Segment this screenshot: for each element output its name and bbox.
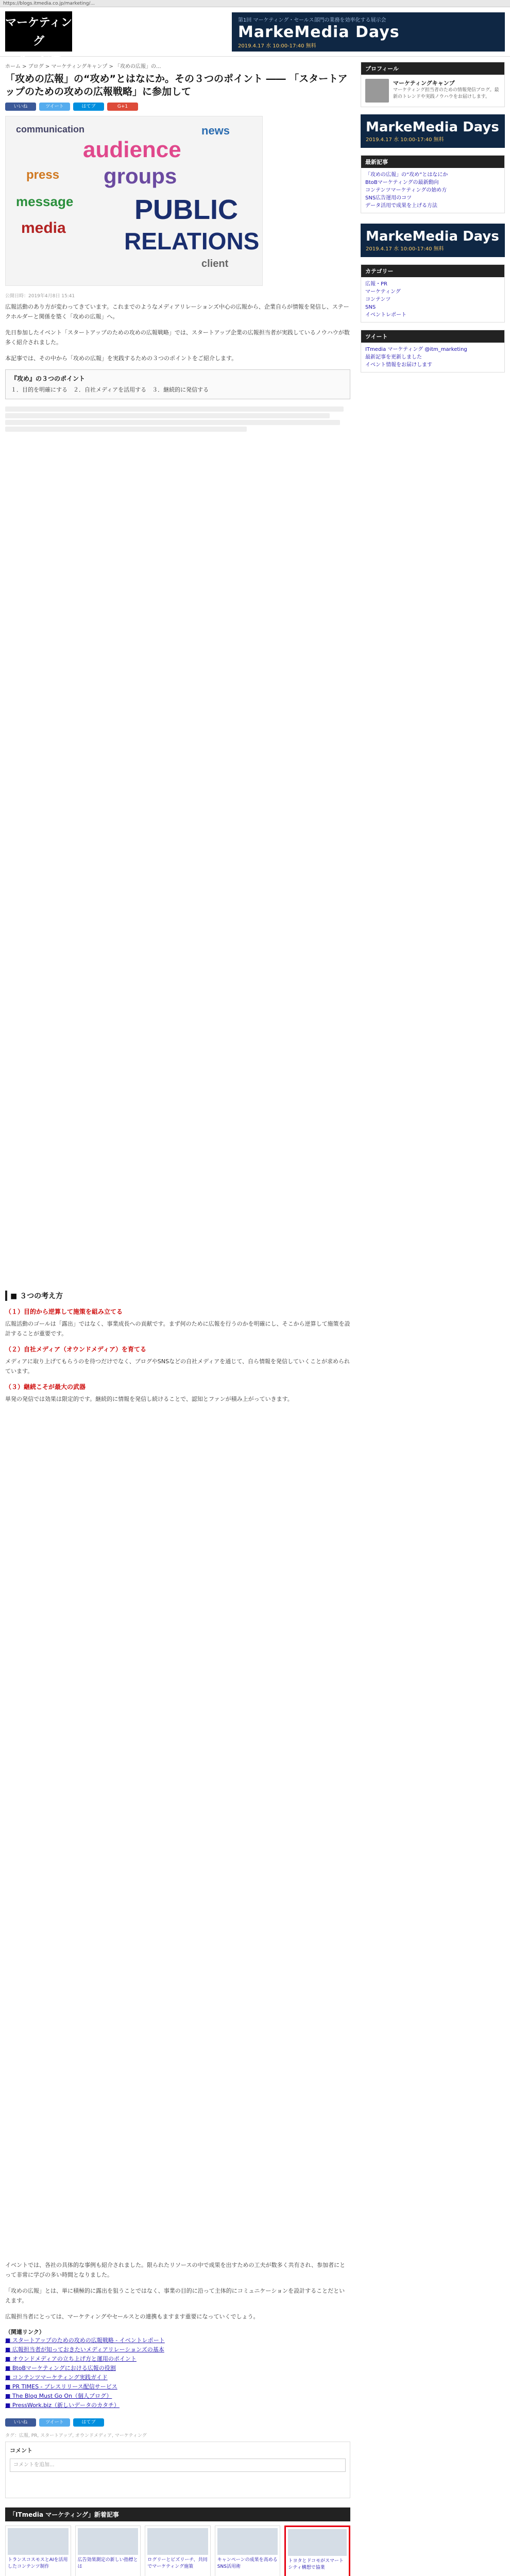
- reference-link[interactable]: ■ コンテンツマーケティング実践ガイド: [5, 2374, 108, 2381]
- side-banner-date: 2019.4.17 水 10:00-17:40 無料: [366, 137, 444, 143]
- social-buttons-bottom: [5, 2418, 350, 2427]
- side-banner-date: 2019.4.17 水 10:00-17:40 無料: [366, 246, 444, 252]
- intro-paragraph: 広報活動のあり方が変わってきています。これまでのようなメディアリレーションズ中心の広報から、企業自らが情報を発信し、ステークホルダーと関係を築く「攻めの広報」へ。: [5, 303, 349, 320]
- author-name[interactable]: マーケティングキャンプ: [393, 80, 455, 87]
- related-articles: [5, 2526, 350, 2576]
- comment-input[interactable]: コメントを追加...: [10, 2459, 346, 2472]
- point-title: （１）目的から逆算して施策を組み立てる: [5, 1308, 123, 1315]
- sidebar-link[interactable]: マーケティング: [365, 289, 401, 295]
- related-card[interactable]: キャンペーンの成果を高めるSNS活用術: [215, 2526, 281, 2576]
- hero-word: groups: [104, 164, 177, 188]
- google-plus-button[interactable]: G+1: [107, 103, 138, 111]
- social-buttons: [5, 103, 350, 111]
- hero-word: press: [26, 168, 60, 182]
- site-logo[interactable]: マーケティング キャンプ: [5, 11, 72, 52]
- sidebar-link[interactable]: データ活用で成果を上げる方法: [365, 203, 437, 209]
- site-header: [0, 7, 510, 66]
- hero-word: RELATIONS: [124, 228, 260, 255]
- body-text-block: [5, 406, 350, 1282]
- author-box: [361, 62, 505, 107]
- twitter-title: ツイート: [361, 330, 504, 343]
- related-card[interactable]: トランスコスモスとAIを活用したコンテンツ制作: [5, 2526, 71, 2576]
- hero-word: news: [201, 124, 230, 137]
- related-title: 「ITmedia マーケティング」新着記事: [5, 2507, 350, 2521]
- author-description: マーケティング担当者のための情報発信ブログ。最新のトレンドや実践ノウハウをお届けします。: [393, 88, 499, 99]
- section-heading: ■ ３つの考え方: [5, 1291, 350, 1301]
- avatar: [365, 79, 389, 103]
- banner-title: MarkeMedia Days: [238, 23, 400, 41]
- breadcrumb[interactable]: ホーム > ブログ > マーケティングキャンプ > 「攻めの広報」の...: [5, 64, 161, 70]
- sidebar-link[interactable]: BtoBマーケティングの最新動向: [365, 180, 439, 185]
- hero-word: audience: [83, 137, 181, 162]
- reference-link[interactable]: ■ The Blog Must Go On（個人ブログ）: [5, 2393, 112, 2399]
- sidebar: [361, 62, 505, 380]
- point-title: （３）継続こそが最大の武器: [5, 1383, 86, 1391]
- facebook-like-button[interactable]: いいね: [5, 103, 36, 111]
- twitter-box: [361, 330, 505, 372]
- latest-posts-title: 最新記事: [361, 156, 504, 168]
- related-card[interactable]: 広告効果測定の新しい指標とは: [75, 2526, 141, 2576]
- body-paragraph: イベントでは、各社の具体的な事例も紹介されました。限られたリソースの中で成果を出すための工夫が数多く共有され、参加者にとって非常に学びの多い時間となりました。: [5, 2262, 346, 2278]
- reference-link[interactable]: ■ オウンドメディアの立ち上げ方と運用のポイント: [5, 2355, 137, 2362]
- sidebar-link[interactable]: コンテンツマーケティングの始め方: [365, 188, 447, 193]
- page-title: 「攻めの広報」の“攻め”とはなにか。その３つのポイント ―― 「スタートアップのための攻めの広報戦略」に参加して: [5, 73, 348, 97]
- sidebar-link[interactable]: 「攻めの広報」の“攻め”とはなにか: [365, 172, 448, 178]
- hero-word: message: [16, 194, 74, 209]
- side-banner[interactable]: [361, 114, 505, 148]
- hatena-bookmark-button[interactable]: はてブ: [73, 103, 104, 111]
- point-text: 単発の発信では効果は限定的です。継続的に情報を発信し続けることで、認知とファンが積み上がっていきます。: [5, 1396, 293, 1402]
- point-text: 広報活動のゴールは「露出」ではなく、事業成長への貢献です。まず何のために広報を行うのかを明確にし、そこから逆算して施策を設計することが重要です。: [5, 1320, 350, 1337]
- category-box: [361, 264, 505, 323]
- related-card-highlighted[interactable]: トヨタとドコモがスマートシティ構想で協業: [284, 2526, 350, 2576]
- tweet-item[interactable]: イベント情報をお届けします: [365, 362, 432, 368]
- refs-title: （関連リンク）: [5, 2329, 45, 2335]
- summary-text: １．目的を明確にする ２．自社メディアを活用する ３．継続的に発信する: [11, 386, 209, 393]
- top-banner[interactable]: [232, 12, 505, 52]
- side-banner-title: MarkeMedia Days: [366, 120, 499, 135]
- article-tags: タグ：広報, PR, スタートアップ, オウンドメディア, マーケティング: [5, 2433, 147, 2438]
- sidebar-link[interactable]: 広報・PR: [365, 281, 387, 287]
- reference-links: [5, 2328, 350, 2410]
- category-title: カテゴリー: [361, 265, 504, 277]
- hero-word: client: [201, 258, 229, 269]
- latest-posts-box: [361, 155, 505, 213]
- sidebar-link[interactable]: イベントレポート: [365, 312, 406, 318]
- intro-paragraph: 先日参加したイベント「スタートアップのための攻めの広報戦略」では、スタートアップ企業の広報担当者が実践しているノウハウが数多く紹介されました。: [5, 329, 350, 346]
- hero-word: media: [21, 219, 66, 236]
- related-card[interactable]: ログリーとビズリーチ、共同でマーケティング施策: [145, 2526, 211, 2576]
- sidebar-link[interactable]: コンテンツ: [365, 297, 391, 302]
- reference-link[interactable]: ■ PR TIMES - プレスリリース配信サービス: [5, 2383, 117, 2390]
- comment-title: コメント: [10, 2447, 32, 2454]
- side-banner-title: MarkeMedia Days: [366, 229, 499, 244]
- reference-link[interactable]: ■ 広報担当者が知っておきたいメディアリレーションズの基本: [5, 2346, 164, 2353]
- hero-word: communication: [16, 124, 85, 134]
- hero-image: [5, 116, 263, 286]
- summary-box: [5, 369, 350, 399]
- banner-date: 2019.4.17 水 10:00-17:40 無料: [238, 43, 316, 49]
- tweet-item[interactable]: ITmedia マーケティング @itm_marketing: [365, 347, 467, 352]
- sidebar-link[interactable]: SNS: [365, 304, 376, 310]
- hero-word: PUBLIC: [134, 194, 238, 225]
- tweet-item[interactable]: 最新記事を更新しました: [365, 354, 422, 360]
- main-content: [5, 62, 350, 2576]
- body-paragraph: 「攻めの広報」とは、単に積極的に露出を狙うことではなく、事業の目的に沿って主体的にコミュニケーションを設計することだといえます。: [5, 2287, 345, 2304]
- intro-paragraph: 本記事では、その中から「攻めの広報」を実践するための３つのポイントをご紹介します。: [5, 355, 237, 362]
- reference-link[interactable]: ■ BtoBマーケティングにおける広報の役割: [5, 2365, 116, 2371]
- comment-section: [5, 2442, 350, 2498]
- summary-title: 『攻め』の３つのポイント: [11, 375, 86, 382]
- author-box-title: プロフィール: [361, 62, 504, 75]
- side-banner-2[interactable]: [361, 224, 505, 257]
- sidebar-link[interactable]: SNS広告運用のコツ: [365, 195, 412, 201]
- post-date: 公開日時：2019年4月8日 15:41: [5, 294, 75, 299]
- banner-subtitle: 第1回 マーケティング・セールス部門の業務を効率化する展示会: [238, 18, 386, 23]
- reference-link[interactable]: ■ スタートアップのための攻めの広報戦略 - イベントレポート: [5, 2337, 165, 2344]
- point-text: メディアに取り上げてもらうのを待つだけでなく、ブログやSNSなどの自社メディアを通じて、自ら情報を発信していくことが求められています。: [5, 1358, 350, 1375]
- tweet-button[interactable]: ツイート: [39, 103, 70, 111]
- point-title: （２）自社メディア（オウンドメディア）を育てる: [5, 1346, 146, 1353]
- body-paragraph: 広報担当者にとっては、マーケティングやセールスとの連携もますます重要になっていくでしょう。: [5, 2313, 259, 2320]
- body-text-block-2: [5, 1410, 350, 2260]
- hatena-bookmark-button[interactable]: はてブ: [73, 2418, 104, 2427]
- address-bar[interactable]: https://blogs.itmedia.co.jp/marketing/...: [0, 0, 510, 7]
- tweet-button[interactable]: ツイート: [39, 2418, 70, 2427]
- facebook-like-button[interactable]: いいね: [5, 2418, 36, 2427]
- reference-link[interactable]: ■ PressWork.biz（新しいデータのカタチ）: [5, 2402, 120, 2409]
